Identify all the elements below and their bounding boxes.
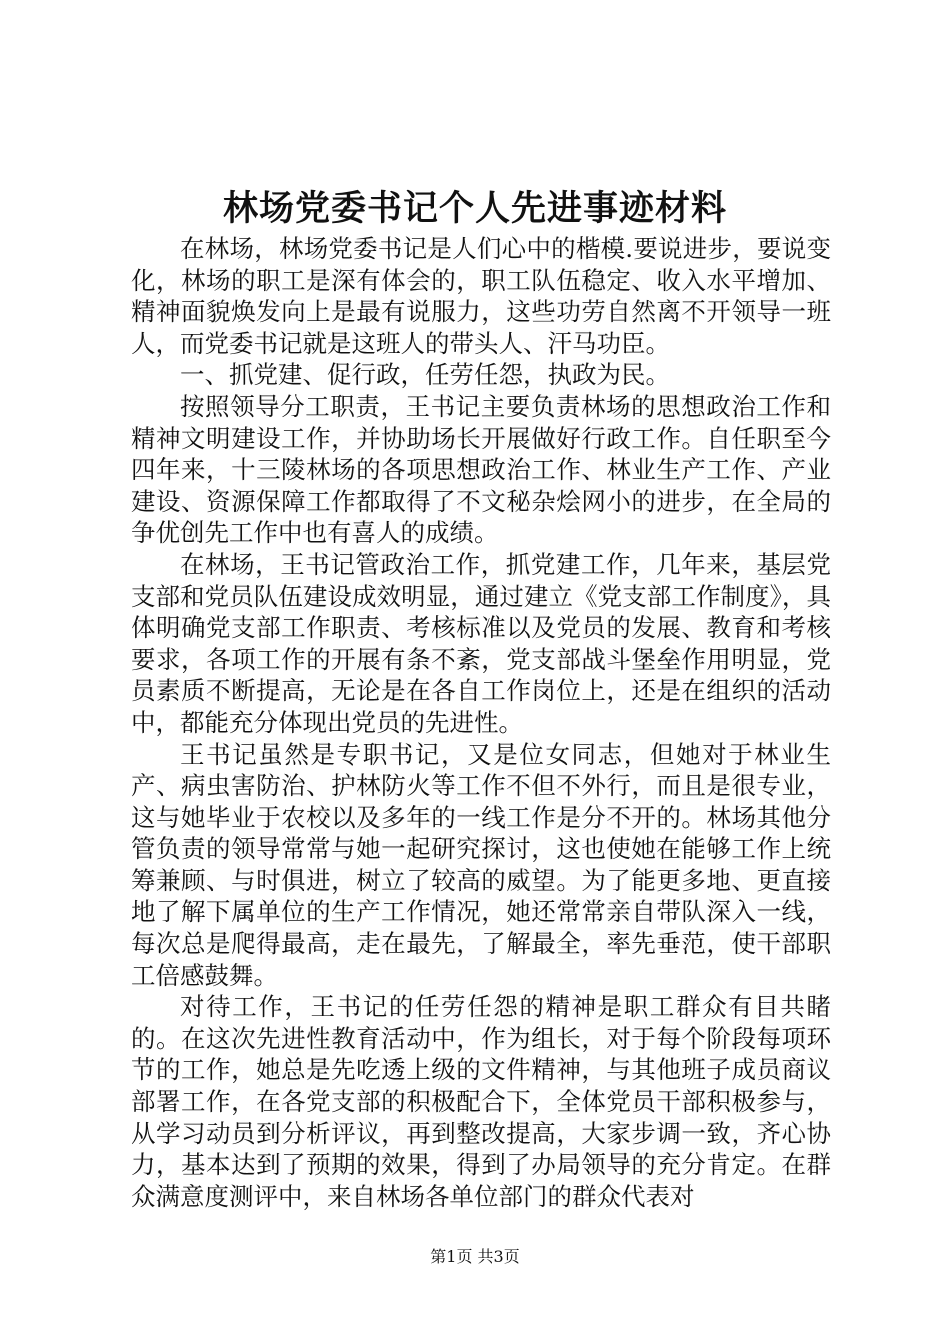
document-body <box>131 233 831 1212</box>
paragraph-expertise: 王书记虽然是专职书记，又是位女同志，但她对于林业生产、病虫害防治、护林防火等工作不但不外行，而且是很专业，这与她毕业于农校以及多年的一线工作是分不开的。林场其他分管负责的领导常常与她一起研究探讨，这也使她在能够工作上统筹兼顾、与时俱进，树立了较高的威望。为了能更多地、更直接地了解下属单位的生产工作情况，她还常常亲自带队深入一线，每次总是爬得最高，走在最先，了解最全，率先垂范，使干部职工倍感鼓舞。 <box>131 739 831 990</box>
paragraph-party-building: 在林场，王书记管政治工作，抓党建工作，几年来，基层党支部和党员队伍建设成效明显，通过建立《党支部工作制度》，具体明确党支部工作职责、考核标准以及党员的发展、教育和考核要求，各项工作的开展有条不紊，党支部战斗堡垒作用明显，党员素质不断提高，无论是在各自工作岗位上，还是在组织的活动中，都能充分体现出党员的先进性。 <box>131 549 831 737</box>
paragraph-intro: 在林场，林场党委书记是人们心中的楷模.要说进步，要说变化，林场的职工是深有体会的，职工队伍稳定、收入水平增加、精神面貌焕发向上是最有说服力，这些功劳自然离不开领导一班人，而党委书记就是这班人的带头人、汗马功臣。 <box>131 234 831 358</box>
page-footer: 第1页 共3页 <box>430 1247 520 1266</box>
paragraph-dedication: 对待工作，王书记的任劳任怨的精神是职工群众有目共睹的。在这次先进性教育活动中，作为组长，对于每个阶段每项环节的工作，她总是先吃透上级的文件精神，与其他班子成员商议部署工作，在各党支部的积极配合下，全体党员干部积极参与，从学习动员到分析评议，再到整改提高，大家步调一致，齐心协力，基本达到了预期的效果，得到了办局领导的充分肯定。在群众满意度测评中，来自林场各单位部门的群众代表对 <box>131 992 831 1211</box>
paragraph-duties: 按照领导分工职责，王书记主要负责林场的思想政治工作和精神文明建设工作，并协助场长开展做好行政工作。自任职至今四年来，十三陵林场的各项思想政治工作、林业生产工作、产业建设、资源保障工作都取得了不文秘杂烩网小的进步，在全局的争优创先工作中也有喜人的成绩。 <box>131 391 831 548</box>
document-title: 林场党委书记个人先进事迹材料 <box>222 188 727 229</box>
section-heading: 一、抓党建、促行政，任劳任怨，执政为民。 <box>180 360 670 390</box>
